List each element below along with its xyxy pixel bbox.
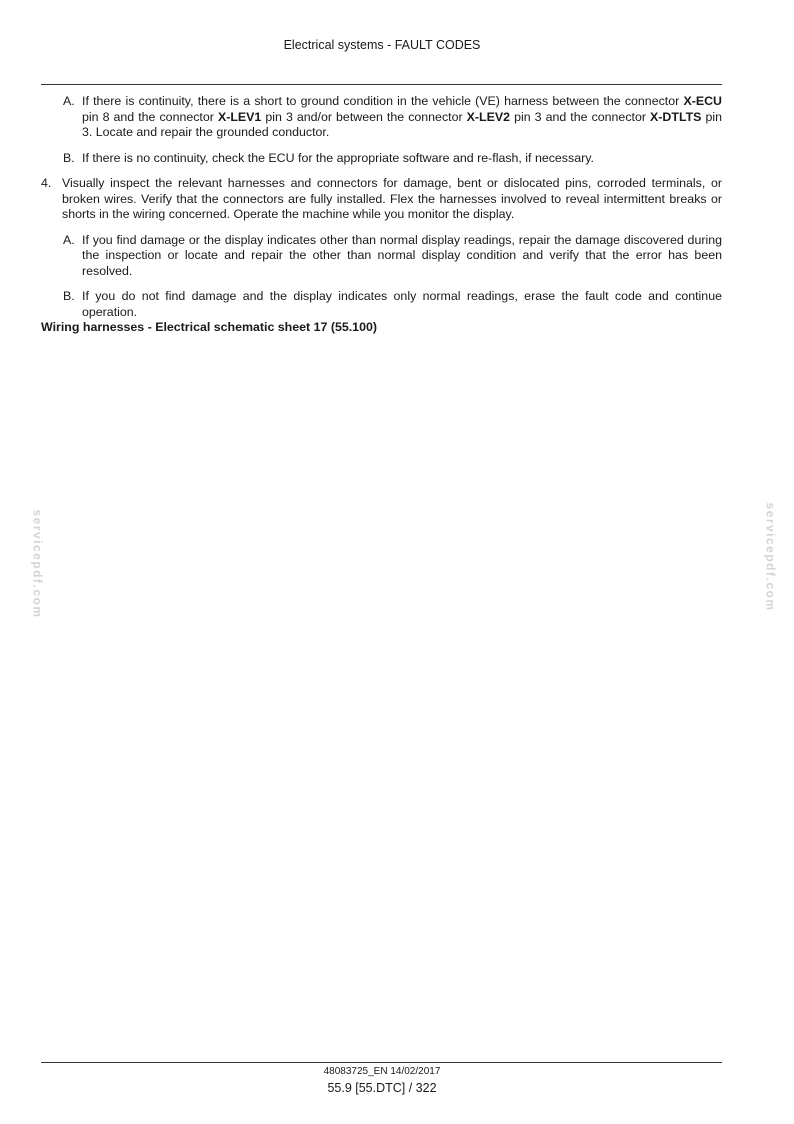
- step-text: pin 3. Locate and repair the grounded conductor.: [82, 109, 722, 139]
- step-text: pin 8 and the connector: [82, 109, 218, 124]
- list-marker: A.: [63, 94, 75, 108]
- list-item-step-4: [41, 176, 722, 223]
- header-divider: [41, 84, 722, 85]
- step-text: pin 3 and/or between the connector: [261, 109, 467, 124]
- page-body: [41, 94, 722, 336]
- list-marker: A.: [63, 232, 75, 247]
- footer-document-id: 48083725_EN 14/02/2017: [323, 1066, 441, 1077]
- cross-reference-link[interactable]: Wiring harnesses - Electrical schematic sheet 17 (55.100): [41, 320, 377, 334]
- footer-divider: [41, 1062, 722, 1063]
- step-text: If there is no continuity, check the ECU for the appropriate software and re-flash, if necessary.: [82, 150, 594, 165]
- watermark-right: servicepdf.com: [763, 502, 778, 612]
- list-marker: B.: [63, 150, 75, 165]
- list-item-step-a-continuity: [41, 94, 722, 141]
- connector-label-x-ecu: X-ECU: [683, 94, 722, 108]
- step-text: pin 3 and the connector: [510, 109, 651, 124]
- connector-label-x-dtlts: X-DTLTS: [650, 109, 702, 124]
- step-text: If you do not find damage and the display indicates only normal readings, erase the fault code and continue operation.: [82, 289, 722, 319]
- connector-label-x-lev2: X-LEV2: [466, 109, 511, 124]
- page-header-title: Electrical systems - FAULT CODES: [283, 38, 481, 52]
- connector-label-x-lev1: X-LEV1: [217, 109, 262, 124]
- list-marker: B.: [63, 289, 75, 303]
- list-item-step-b-no-continuity: [41, 151, 722, 167]
- step-text: Visually inspect the relevant harnesses and connectors for damage, bent or dislocated pins, corroded terminals, or broken wires. Verify that the connectors are fully installed. Flex the harnesses involved to reveal intermittent breaks or shorts in the wiring concerned. Operate the machine while you monitor the display.: [62, 176, 722, 221]
- watermark-left: servicepdf.com: [30, 509, 45, 619]
- step-text: If you find damage or the display indicates other than normal display readings, repair the damage discovered during the inspection or locate and repair the other than normal display condition and verify that the error has been resolved.: [82, 232, 722, 278]
- step-text: If there is continuity, there is a short to ground condition in the vehicle (VE) harness between the connector: [82, 94, 684, 108]
- list-item-step-a-damage: [41, 233, 722, 280]
- footer-page-number: 55.9 [55.DTC] / 322: [327, 1081, 437, 1095]
- list-item-step-b-no-damage: [41, 289, 722, 320]
- list-marker: 4.: [41, 176, 52, 190]
